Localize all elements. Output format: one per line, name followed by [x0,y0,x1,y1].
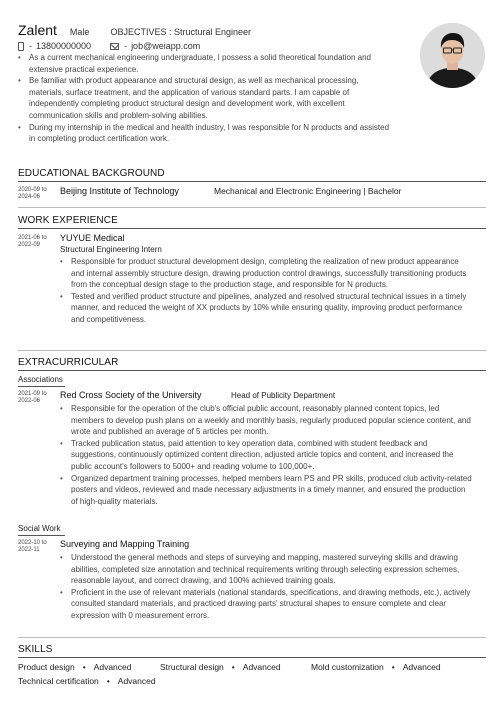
subsection-underline [18,535,65,536]
candidate-gender: Male [69,27,90,37]
contact-info: - 13800000000 - job@weiapp.com [18,41,408,51]
summary-item: • Be familiar with product appearance and structural design, as well as mechanical processing, materials, surface treatment, and the application of various standard parts. I am capable of independently completing product structural design and development work, with excellent communication skills and problem-solving abilities. [18,75,393,121]
candidate-name: Zalent [18,22,57,38]
education-section-title: EDUCATIONAL BACKGROUND [18,168,165,179]
phone-number: 13800000000 [36,41,92,51]
company-name: YUYUE Medical [60,233,125,243]
social-work-bullet: • Proficient in the use of relevant materials (national standards, specifications, and drawing methods, etc.), actively consulted standard materials, and practiced drawing parts' structural shapes to ensure complete and clear expression with 0 measurement errors. [60,587,472,622]
section-divider [18,207,486,208]
section-divider [18,637,486,638]
email-address: job@weiapp.com [131,41,201,51]
job-role: Structural Engineering Intern [60,245,162,254]
section-divider [18,350,486,351]
social-work-bullet: • Understood the general methods and steps of surveying and mapping, mastered surveying skills and drawing abilities, completed size annotation and technical requirements writing through selecting expression schemes, reasonable layout, and correct drawing, and 100% achieved training goals. [60,552,472,587]
skill-item: Product design • Advanced [18,662,132,672]
work-bullets [60,256,472,326]
section-divider [18,181,486,182]
social-work-date: 2022-10 to 2022-11 [18,540,47,553]
association-name: Red Cross Society of the University [60,390,202,400]
association-bullet: • Responsible for the operation of the club's official public account, reasonably planned content topics, led members to develop push plans on a weekly and monthly basis, regularly produced popular science content, and wrote and published an average of 5 articles per month. [60,403,472,438]
phone-icon [18,42,24,51]
avatar [420,23,485,88]
association-bullets [60,403,472,507]
subsection-underline [18,386,65,387]
work-bullet: • Tested and verified product structure and pipelines, analyzed and resolved structural technical issues in a timely manner, and reduced the weight of XX products by 10% while ensuring quality, improving product performance and competitiveness. [60,291,472,326]
skill-item: Structural design • Advanced [160,662,281,672]
work-bullet: • Responsible for product structural development design, completing the realization of new product appearance and internal assembly structure design, drawing production control drawings, successfully transitioning products from the conceptual design stage to the production stage, and responsible for N products. [60,256,472,291]
portrait-photo [420,23,485,88]
work-date: 2021-06 to 2022-09 [18,235,47,248]
section-divider [18,370,486,371]
association-bullet: • Tracked publication status, paid attention to key operation data, combined with student feedback and suggestions, continuously optimized content direction, adjusted article topics and content, and increased the public account's followers to 5000+ and reading volume to 100,000+. [60,438,472,473]
school-name: Beijing Institute of Technology [60,186,179,196]
major-degree: Mechanical and Electronic Engineering | Bachelor [214,186,402,196]
summary-item: • During my internship in the medical and health industry, I was responsible for N products and assisted in completing product certification work. [18,122,393,145]
skills-section-title: SKILLS [18,644,53,655]
section-divider [18,228,486,229]
work-section-title: WORK EXPERIENCE [18,215,118,226]
extracurricular-section-title: EXTRACURRICULAR [18,357,119,368]
association-bullet: • Organized department training processes, helped members learn PS and PR skills, produced club activity-related posters and videos, reviewed and made necessary adjustments in a timely manner, and ensured the production of high-quality materials. [60,473,472,508]
summary-item: • As a current mechanical engineering undergraduate, I possess a solid theoretical foundation and extensive practical experience. [18,52,393,75]
job-objective: OBJECTIVES : Structural Engineer [110,27,251,37]
resume-header [18,22,408,51]
social-work-label: Social Work [18,524,61,533]
social-work-name: Surveying and Mapping Training [60,539,190,549]
social-work-bullets [60,552,472,622]
skill-item: Technical certification • Advanced [18,676,156,686]
skills-list [18,660,478,688]
skill-item: Mold customization • Advanced [311,662,441,672]
summary-list [18,52,393,145]
education-date: 2020-09 to 2024-06 [18,187,47,200]
association-role: Head of Publicity Department [231,391,336,400]
associations-label: Associations [18,375,63,384]
section-divider [18,657,486,658]
associations-date: 2021-09 to 2022-06 [18,391,47,404]
mail-icon [110,43,119,50]
